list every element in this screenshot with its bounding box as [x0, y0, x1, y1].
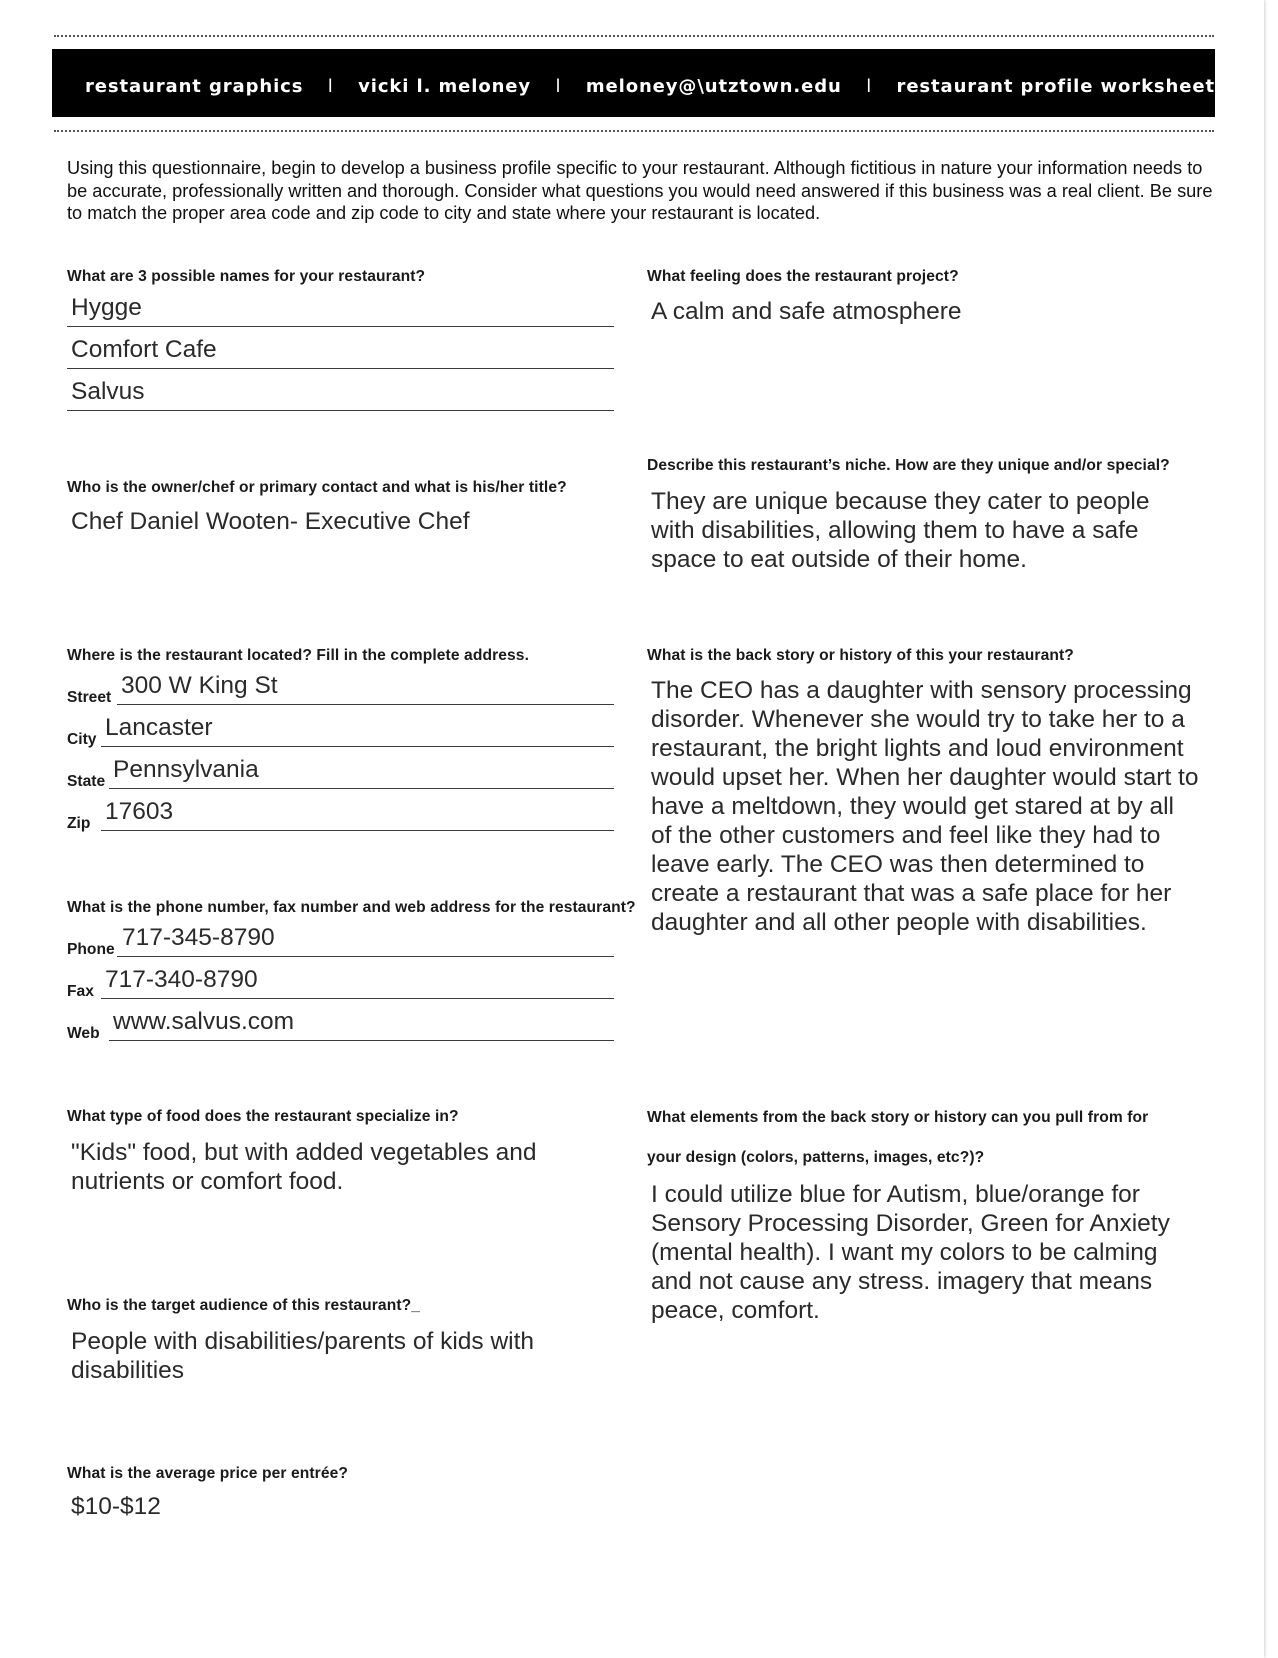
header-separator: l [866, 75, 873, 97]
header-separator: l [555, 75, 562, 97]
niche-answer[interactable]: They are unique because they cater to people with disabilities, allowing them to have a safe space to eat outside of their home. [651, 488, 1150, 573]
niche-question: Describe this restaurant’s niche. How are they unique and/or special? [647, 457, 1170, 474]
name-line-3 [67, 410, 614, 411]
phone-line [117, 956, 614, 957]
name-answer-1[interactable]: Hygge [71, 294, 142, 321]
zip-label: Zip [67, 815, 91, 832]
price-question: What is the average price per entrée? [67, 1465, 349, 1482]
price-answer[interactable]: $10-$12 [71, 1493, 161, 1520]
header-banner [52, 49, 1215, 117]
history-question: What is the back story or history of this your restaurant? [647, 647, 1074, 664]
name-line-2 [67, 368, 614, 369]
bottom-dotted-rule [54, 130, 1214, 132]
city-value[interactable]: Lancaster [105, 714, 213, 741]
food-answer[interactable]: "Kids" food, but with added vegetables and nutrients or comfort food. [71, 1139, 537, 1195]
name-line-1 [67, 326, 614, 327]
fax-line [101, 998, 614, 999]
street-line [117, 704, 614, 705]
elements-answer[interactable]: I could utilize blue for Autism, blue/orange for Sensory Processing Disorder, Green for Anxiety (mental health). I want my colors to be calming and not cause any stress. imagery that means peace, comfort. [651, 1181, 1170, 1324]
elements-question-line-1: What elements from the back story or history can you pull from for [647, 1109, 1149, 1126]
state-value[interactable]: Pennsylvania [113, 756, 259, 783]
audience-question: Who is the target audience of this restaurant?_ [67, 1297, 421, 1314]
intro-paragraph: Using this questionnaire, begin to develop a business profile specific to your restaurant. Although fictitious in nature your information needs to be accurate, professionally written and thorough. Consider what questions you would need answered if this business was a real client. Be sure to match the proper area code and zip code to city and state where your restaurant is located. [67, 158, 1213, 223]
zip-value[interactable]: 17603 [105, 798, 174, 825]
phone-value[interactable]: 717-345-8790 [122, 924, 275, 951]
state-line [109, 788, 614, 789]
header-separator: l [327, 75, 334, 97]
names-question: What are 3 possible names for your restaurant? [67, 268, 426, 285]
web-value[interactable]: www.salvus.com [113, 1008, 295, 1035]
owner-answer[interactable]: Chef Daniel Wooten- Executive Chef [71, 508, 470, 535]
feeling-answer[interactable]: A calm and safe atmosphere [651, 298, 962, 325]
header-worksheet-title: restaurant profile worksheet [896, 75, 1215, 97]
street-label: Street [67, 689, 112, 706]
owner-question: Who is the owner/chef or primary contact and what is his/her title? [67, 479, 567, 496]
web-line [109, 1040, 614, 1041]
header-email: meloney@\utztown.edu [585, 75, 842, 97]
history-answer[interactable]: The CEO has a daughter with sensory processing disorder. Whenever she would try to take her to a restaurant, the bright lights and loud environment would upset her. When her daughter would start to have a meltdown, they would get stared at by all of the other customers and feel like they had to leave early. The CEO was then determined to create a restaurant that was a safe place for her daughter and all other people with disabilities. [651, 677, 1199, 936]
contact-question: What is the phone number, fax number and web address for the restaurant? [67, 899, 636, 916]
address-question: Where is the restaurant located? Fill in the complete address. [67, 647, 529, 664]
state-label: State [67, 773, 106, 790]
fax-value[interactable]: 717-340-8790 [105, 966, 258, 993]
audience-answer[interactable]: People with disabilities/parents of kids with disabilities [71, 1328, 535, 1384]
phone-label: Phone [67, 941, 115, 958]
fax-label: Fax [67, 983, 94, 1000]
city-line [101, 746, 614, 747]
name-answer-2[interactable]: Comfort Cafe [71, 336, 217, 363]
header-course: restaurant graphics [85, 75, 304, 97]
city-label: City [67, 731, 97, 748]
feeling-question: What feeling does the restaurant project? [647, 268, 959, 285]
street-value[interactable]: 300 W King St [121, 672, 278, 699]
elements-question-line-2: your design (colors, patterns, images, etc?)? [647, 1149, 985, 1166]
name-answer-3[interactable]: Salvus [71, 378, 145, 405]
web-label: Web [67, 1025, 100, 1042]
food-question: What type of food does the restaurant specialize in? [67, 1108, 459, 1125]
top-dotted-rule [54, 35, 1214, 37]
header-instructor: vicki l. meloney [358, 75, 532, 97]
zip-line [101, 830, 614, 831]
